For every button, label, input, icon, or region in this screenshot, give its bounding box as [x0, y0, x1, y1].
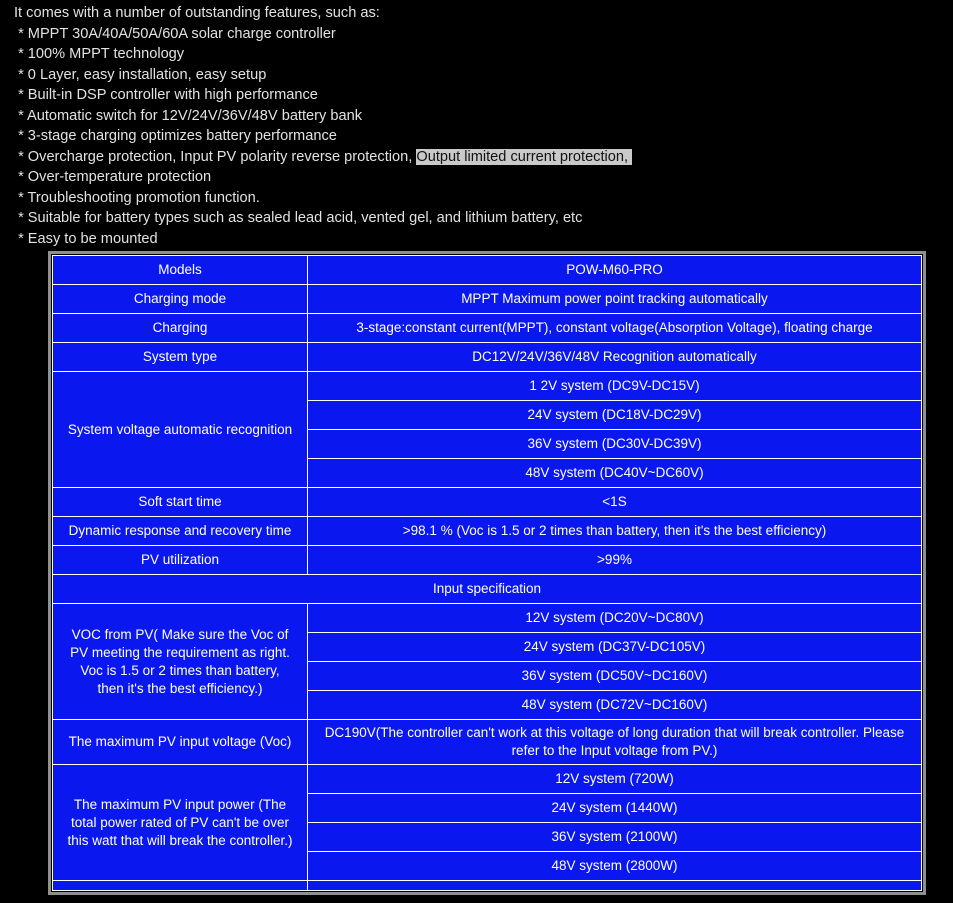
table-section-row — [53, 575, 922, 604]
feature-item — [14, 188, 953, 209]
table-row — [53, 517, 922, 546]
spec-table-border — [48, 251, 926, 895]
row-value: 48V system (DC40V~DC60V) — [308, 459, 922, 488]
row-value: <1S — [308, 488, 922, 517]
row-label: PV utilization — [53, 546, 308, 575]
feature-text: * 0 Layer, easy installation, easy setup — [14, 66, 267, 83]
feature-item — [14, 106, 953, 127]
row-value: DC190V(The controller can't work at this voltage of long duration that will break controller. Please refer to the Input voltage from PV.) — [308, 720, 922, 765]
row-value: DC12V/24V/36V/48V Recognition automatically — [308, 343, 922, 372]
row-value: 48V system (2800W) — [308, 852, 922, 881]
feature-intro-line — [14, 3, 953, 24]
row-value: 1 2V system (DC9V-DC15V) — [308, 372, 922, 401]
section-title: Input specification — [53, 575, 922, 604]
feature-item — [14, 126, 953, 147]
row-label: Charging — [53, 314, 308, 343]
row-value: 36V system (2100W) — [308, 823, 922, 852]
feature-text: It comes with a number of outstanding features, such as: — [14, 5, 380, 21]
table-row — [53, 285, 922, 314]
feature-text: * 3-stage charging optimizes battery performance — [14, 128, 337, 144]
feature-item — [14, 167, 953, 188]
feature-item — [14, 229, 953, 250]
highlighted-feature-text: Output limited current protection, — [416, 148, 633, 165]
table-row — [53, 256, 922, 285]
row-label: VOC from PV( Make sure the Voc of PV meeting the requirement as right. Voc is 1.5 or 2 times than battery, then it's the best efficiency.) — [53, 604, 308, 720]
table-row — [53, 343, 922, 372]
feature-item — [14, 208, 953, 229]
table-row — [53, 488, 922, 517]
row-label: Models — [53, 256, 308, 285]
feature-item — [14, 147, 953, 168]
row-value: 3-stage:constant current(MPPT), constant voltage(Absorption Voltage), floating charge — [308, 314, 922, 343]
table-row — [53, 720, 922, 765]
feature-item — [14, 85, 953, 106]
row-label: System voltage automatic recognition — [53, 372, 308, 488]
feature-text: * Over-temperature protection — [14, 169, 212, 185]
row-value: >99% — [308, 546, 922, 575]
row-value: 12V system (720W) — [308, 765, 922, 794]
feature-text: * 100% MPPT technology — [14, 46, 185, 62]
row-label: The maximum PV input power (The total power rated of PV can't be over this watt that will break the controller.) — [53, 765, 308, 881]
row-value: 24V system (DC18V-DC29V) — [308, 401, 922, 430]
feature-item — [14, 65, 953, 86]
row-value: 24V system (1440W) — [308, 794, 922, 823]
row-label: The maximum PV input voltage (Voc) — [53, 720, 308, 765]
row-value: MPPT Maximum power point tracking automatically — [308, 285, 922, 314]
feature-text: * Easy to be mounted — [14, 230, 158, 247]
row-value: POW-M60-PRO — [308, 256, 922, 285]
feature-text: * Overcharge protection, Input PV polarity reverse protection, — [14, 148, 417, 165]
row-value: 36V system (DC50V~DC160V) — [308, 662, 922, 691]
table-row — [53, 314, 922, 343]
feature-text: * Troubleshooting promotion function. — [14, 189, 260, 206]
row-value — [308, 881, 922, 891]
row-value: 12V system (DC20V~DC80V) — [308, 604, 922, 633]
table-row — [53, 546, 922, 575]
feature-item — [14, 24, 953, 45]
feature-list — [0, 0, 953, 249]
row-label: Dynamic response and recovery time — [53, 517, 308, 546]
table-row-cutoff — [53, 881, 922, 891]
feature-text: * Suitable for battery types such as sealed lead acid, vented gel, and lithium battery, etc — [14, 210, 583, 226]
row-label — [53, 881, 308, 891]
row-value: 24V system (DC37V-DC105V) — [308, 633, 922, 662]
feature-text: * Built-in DSP controller with high performance — [14, 87, 318, 103]
table-row — [53, 765, 922, 794]
row-value: 36V system (DC30V-DC39V) — [308, 430, 922, 459]
row-value: >98.1 % (Voc is 1.5 or 2 times than battery, then it's the best efficiency) — [308, 517, 922, 546]
row-label: Charging mode — [53, 285, 308, 314]
feature-text: * Automatic switch for 12V/24V/36V/48V battery bank — [14, 107, 363, 124]
spec-table — [52, 255, 922, 891]
row-value: 48V system (DC72V~DC160V) — [308, 691, 922, 720]
row-label: System type — [53, 343, 308, 372]
table-row — [53, 372, 922, 401]
table-row — [53, 604, 922, 633]
feature-text: * MPPT 30A/40A/50A/60A solar charge controller — [14, 25, 336, 42]
feature-item — [14, 44, 953, 65]
row-label: Soft start time — [53, 488, 308, 517]
